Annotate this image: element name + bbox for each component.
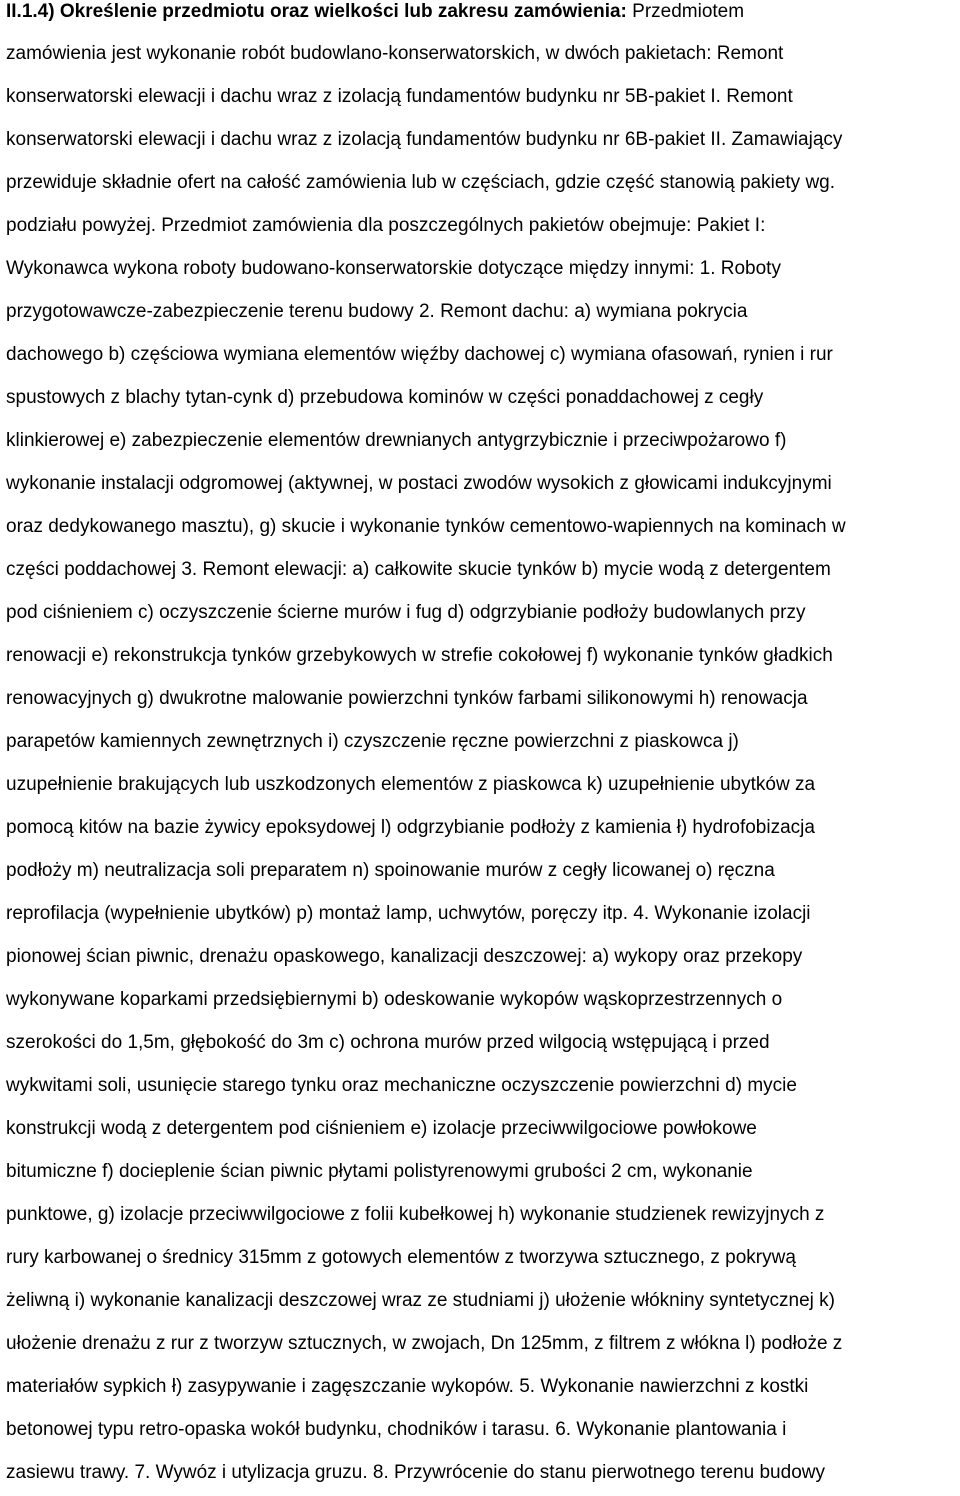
paragraph-line: konserwatorski elewacji i dachu wraz z izolacją fundamentów budynku nr 6B-pakiet II. Zamawiający [6, 129, 843, 150]
paragraph-line: parapetów kamiennych zewnętrznych i) czyszczenie ręczne powierzchni z piaskowca j) [6, 731, 739, 752]
paragraph-line: ułożenie drenażu z rur z tworzyw sztucznych, w zwojach, Dn 125mm, z filtrem z włókna l) podłoże z [6, 1333, 843, 1354]
paragraph-line: klinkierowej e) zabezpieczenie elementów drewnianych antygrzybicznie i przeciwpożarowo f) [6, 430, 787, 451]
paragraph-line: renowacji e) rekonstrukcja tynków grzebykowych w strefie cokołowej f) wykonanie tynków gładkich [6, 645, 833, 666]
paragraph-line: przygotowawcze-zabezpieczenie terenu budowy 2. Remont dachu: a) wymiana pokrycia [6, 301, 748, 322]
paragraph-line: konstrukcji wodą z detergentem pod ciśnieniem e) izolacje przeciwwilgociowe powłokowe [6, 1118, 757, 1139]
paragraph-line: rury karbowanej o średnicy 315mm z gotowych elementów z tworzywa sztucznego, z pokrywą [6, 1247, 796, 1268]
paragraph-line: materiałów sypkich ł) zasypywanie i zagęszczanie wykopów. 5. Wykonanie nawierzchni z kostki [6, 1376, 809, 1397]
paragraph-line-1 [6, 0, 744, 24]
paragraph-line: zasiewu trawy. 7. Wywóz i utylizacja gruzu. 8. Przywrócenie do stanu pierwotnego terenu budowy [6, 1462, 825, 1483]
paragraph-line: zamówienia jest wykonanie robót budowlano-konserwatorskich, w dwóch pakietach: Remont [6, 43, 784, 64]
paragraph-line: punktowe, g) izolacje przeciwwilgociowe z folii kubełkowej h) wykonanie studzienek rewizyjnych z [6, 1204, 825, 1225]
line-text: Przedmiotem [626, 1, 745, 22]
paragraph-line: betonowej typu retro-opaska wokół budynku, chodników i tarasu. 6. Wykonanie plantowania i [6, 1419, 787, 1440]
paragraph-line: części poddachowej 3. Remont elewacji: a) całkowite skucie tynków b) mycie wodą z detergentem [6, 559, 831, 580]
paragraph-line: podłoży m) neutralizacja soli preparatem n) spoinowanie murów z cegły licowanej o) ręczna [6, 860, 775, 881]
paragraph-line: przewiduje składnie ofert na całość zamówienia lub w częściach, gdzie część stanowią pakiety wg. [6, 172, 836, 193]
paragraph-line: pionowej ścian piwnic, drenażu opaskowego, kanalizacji deszczowej: a) wykopy oraz przekopy [6, 946, 803, 967]
paragraph-line: żeliwną i) wykonanie kanalizacji deszczowej wraz ze studniami j) ułożenie włókniny syntetycznej k) [6, 1290, 835, 1311]
paragraph-line: renowacyjnych g) dwukrotne malowanie powierzchni tynków farbami silikonowymi h) renowacja [6, 688, 808, 709]
paragraph-line: wykonywane koparkami przedsiębiernymi b) odeskowanie wykopów wąskoprzestrzennych o [6, 989, 783, 1010]
paragraph-line: wykwitami soli, usunięcie starego tynku oraz mechaniczne oczyszczenie powierzchni d) mycie [6, 1075, 797, 1096]
paragraph-line: pomocą kitów na bazie żywicy epoksydowej l) odgrzybianie podłoży z kamienia ł) hydrofobizacja [6, 817, 815, 838]
paragraph-line: reprofilacja (wypełnienie ubytków) p) montaż lamp, uchwytów, poręczy itp. 4. Wykonanie izolacji [6, 903, 811, 924]
paragraph-line: podziału powyżej. Przedmiot zamówienia dla poszczególnych pakietów obejmuje: Pakiet I: [6, 215, 766, 236]
paragraph-line: dachowego b) częściowa wymiana elementów więźby dachowej c) wymiana ofasowań, rynien i rur [6, 344, 833, 365]
paragraph-line: wykonanie instalacji odgromowej (aktywnej, w postaci zwodów wysokich z głowicami indukcyjnymi [6, 473, 832, 494]
paragraph-line: oraz dedykowanego masztu), g) skucie i wykonanie tynków cementowo-wapiennych na kominach w [6, 516, 846, 537]
paragraph-line: konserwatorski elewacji i dachu wraz z izolacją fundamentów budynku nr 5B-pakiet I. Remont [6, 86, 793, 107]
paragraph-line: szerokości do 1,5m, głębokość do 3m c) ochrona murów przed wilgocią wstępującą i przed [6, 1032, 770, 1053]
paragraph-line: pod ciśnieniem c) oczyszczenie ścierne murów i fug d) odgrzybianie podłoży budowlanych przy [6, 602, 806, 623]
paragraph-line: bitumiczne f) docieplenie ścian piwnic płytami polistyrenowymi grubości 2 cm, wykonanie [6, 1161, 753, 1182]
paragraph-line: Wykonawca wykona roboty budowano-konserwatorskie dotyczące między innymi: 1. Roboty [6, 258, 781, 279]
section-heading: II.1.4) Określenie przedmiotu oraz wielkości lub zakresu zamówienia: [6, 1, 627, 22]
paragraph-line: spustowych z blachy tytan-cynk d) przebudowa kominów w części ponaddachowej z cegły [6, 387, 764, 408]
paragraph-line: uzupełnienie brakujących lub uszkodzonych elementów z piaskowca k) uzupełnienie ubytków za [6, 774, 816, 795]
